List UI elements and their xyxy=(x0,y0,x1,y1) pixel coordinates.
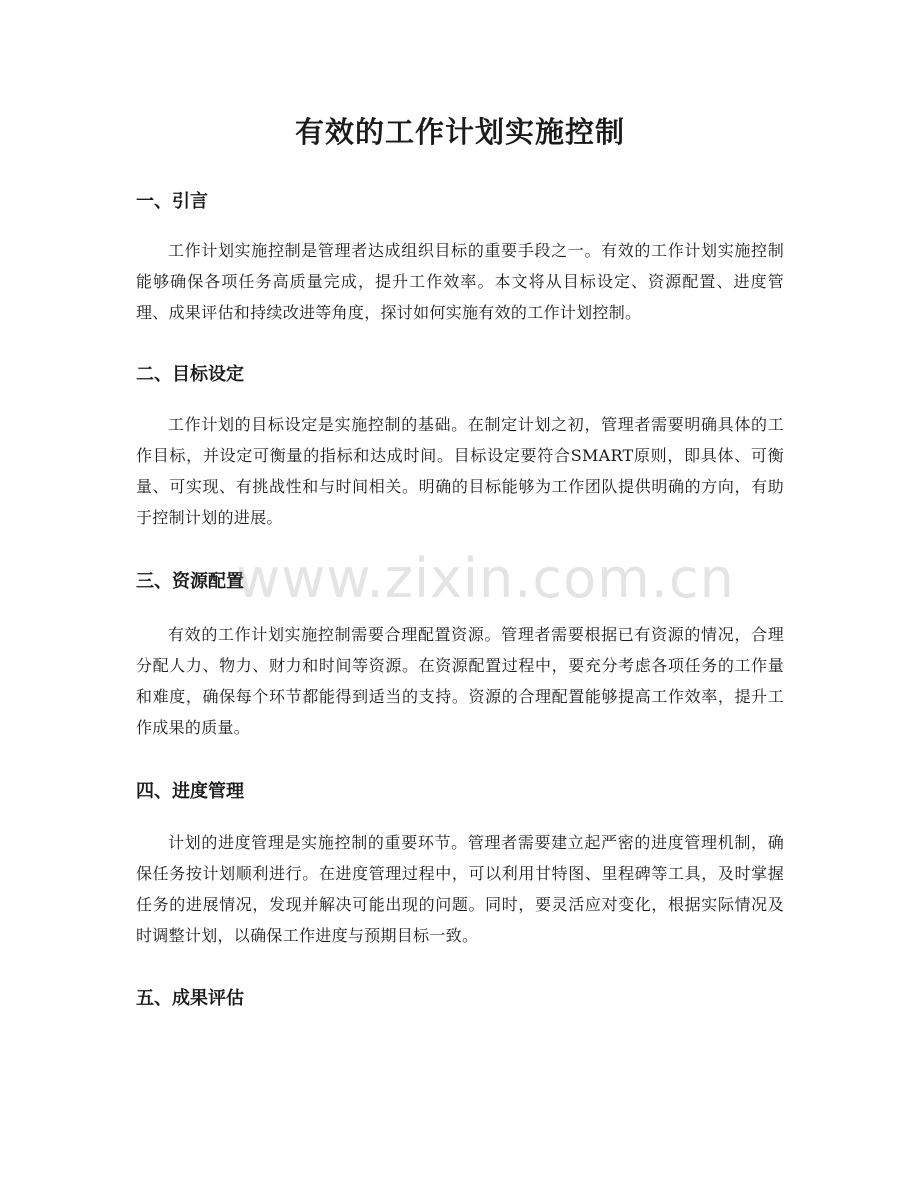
section-heading-result-evaluation: 五、成果评估 xyxy=(136,988,244,1009)
section-heading-progress-management: 四、进度管理 xyxy=(136,781,244,802)
watermark-text: www.zixin.com.cn xyxy=(236,547,735,610)
section-heading-introduction: 一、引言 xyxy=(136,191,208,212)
section-paragraph-resource-allocation: 有效的工作计划实施控制需要合理配置资源。管理者需要根据已有资源的情况，合理分配人力、物力、财力和时间等资源。在资源配置过程中，要充分考虑各项任务的工作量和难度，确保每个环节都能得到适当的支持。资源的合理配置能够提高工作效率，提升工作成果的质量。 xyxy=(136,625,784,737)
section-heading-goal-setting: 二、目标设定 xyxy=(136,364,244,385)
document-title: 有效的工作计划实施控制 xyxy=(294,115,625,149)
section-paragraph-progress-management: 计划的进度管理是实施控制的重要环节。管理者需要建立起严密的进度管理机制，确保任务按计划顺利进行。在进度管理过程中，可以利用甘特图、里程碑等工具，及时掌握任务的进展情况，发现并解决可能出现的问题。同时，要灵活应对变化，根据实际情况及时调整计划，以确保工作进度与预期目标一致。 xyxy=(136,833,784,945)
section-paragraph-goal-setting: 工作计划的目标设定是实施控制的基础。在制定计划之初，管理者需要明确具体的工作目标，并设定可衡量的指标和达成时间。目标设定要符合SMART原则，即具体、可衡量、可实现、有挑战性和与时间相关。明确的目标能够为工作团队提供明确的方向，有助于控制计划的进展。 xyxy=(136,415,784,527)
section-paragraph-introduction: 工作计划实施控制是管理者达成组织目标的重要手段之一。有效的工作计划实施控制能够确保各项任务高质量完成，提升工作效率。本文将从目标设定、资源配置、进度管理、成果评估和持续改进等角度，探讨如何实施有效的工作计划控制。 xyxy=(136,241,784,322)
section-heading-resource-allocation: 三、资源配置 xyxy=(136,571,244,592)
